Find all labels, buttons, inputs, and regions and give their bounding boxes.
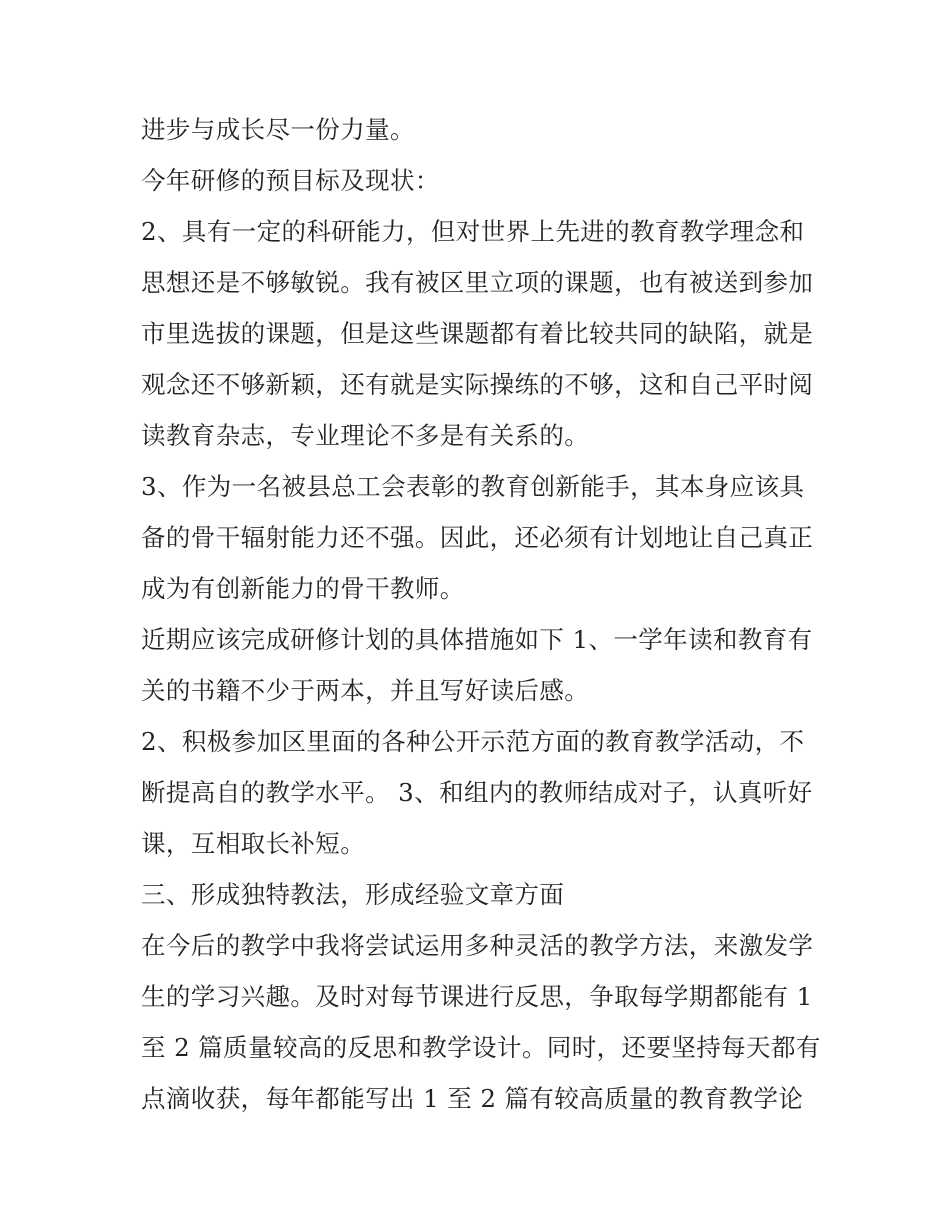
text-line: 成为有创新能力的骨干教师。 bbox=[141, 574, 465, 603]
text-line: 课，互相取长补短。 bbox=[141, 829, 366, 858]
text-line: 2、积极参加区里面的各种公开示范方面的教育教学活动，不 bbox=[141, 727, 805, 756]
text-line: 今年研修的预目标及现状： bbox=[141, 166, 440, 195]
text-line: 2、具有一定的科研能力，但对世界上先进的教育教学理念和 bbox=[141, 217, 805, 246]
text-line: 观念还不够新颖，还有就是实际操练的不够，这和自己平时阅 bbox=[141, 370, 814, 399]
text-line: 点滴收获，每年都能写出 1 至 2 篇有较高质量的教育教学论 bbox=[141, 1084, 804, 1113]
text-line: 近期应该完成研修计划的具体措施如下 1、一学年读和教育有 bbox=[141, 625, 813, 654]
text-line: 至 2 篇质量较高的反思和教学设计。同时，还要坚持每天都有 bbox=[141, 1033, 821, 1062]
document-body bbox=[141, 104, 821, 1124]
text-line: 生的学习兴趣。及时对每节课进行反思，争取每学期都能有 1 bbox=[141, 982, 813, 1011]
text-line: 备的骨干辐射能力还不强。因此，还必须有计划地让自己真正 bbox=[141, 523, 814, 552]
text-line: 市里选拔的课题，但是这些课题都有着比较共同的缺陷，就是 bbox=[141, 319, 814, 348]
text-line: 关的书籍不少于两本，并且写好读后感。 bbox=[141, 676, 590, 705]
text-line: 读教育杂志，专业理论不多是有关系的。 bbox=[141, 421, 590, 450]
text-line: 3、作为一名被县总工会表彰的教育创新能手，其本身应该具 bbox=[141, 472, 805, 501]
text-line: 三、形成独特教法，形成经验文章方面 bbox=[141, 880, 565, 909]
text-line: 思想还是不够敏锐。我有被区里立项的课题，也有被送到参加 bbox=[141, 268, 814, 297]
text-line: 进步与成长尽一份力量。 bbox=[141, 115, 415, 144]
text-line: 在今后的教学中我将尝试运用多种灵活的教学方法，来激发学 bbox=[141, 931, 814, 960]
text-line: 断提高自的教学水平。 3、和组内的教师结成对子，认真听好 bbox=[141, 778, 813, 807]
